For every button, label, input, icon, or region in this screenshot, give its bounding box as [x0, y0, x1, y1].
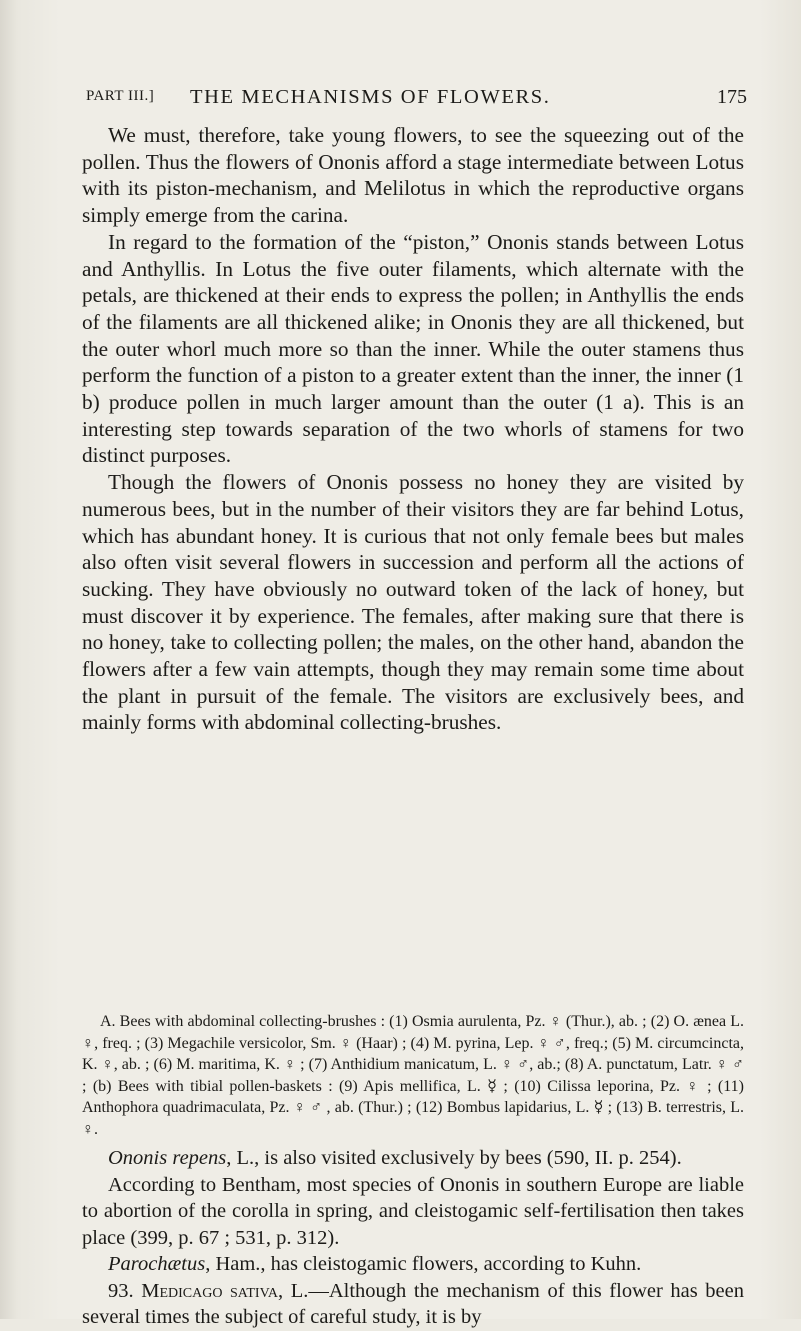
visitor-list: A. Bees with abdominal collecting-brushes : (1) Osmia aurulenta, Pz. ♀ (Thur.), ab. ; (2) O. ænea L. ♀, freq. ; (3) Megachile versicolor, Sm. ♀ (Haar) ; (4) M. pyrina, Lep. ♀ ♂, freq.; (5) M. circumcincta, K. ♀, ab. ; (6) M. maritima, K. ♀ ; (7) Anthidium manicatum, L. ♀ ♂, ab.; (8) A. punctatum, Latr. ♀ ♂ ; (b) Bees with tibial pollen-baskets : (9) Apis mellifica, L. ☿ ; (10) Cilissa leporina, Pz. ♀ ; (11) Anthophora quadrimaculata, Pz. ♀ ♂ , ab. (Thur.) ; (12) Bombus lapidarius, L. ☿ ; (13) B. terrestris, L. ♀.	[82, 1013, 744, 1138]
main-text	[82, 122, 744, 736]
species-name: Ononis repens	[108, 1147, 227, 1169]
section-number: 93.	[108, 1279, 134, 1302]
paragraph-text: , L.—Although the mechanism of this flower has been several times the subject of careful study, it is by	[82, 1279, 744, 1328]
closing-text	[82, 1145, 744, 1331]
paragraph-medicago	[82, 1278, 744, 1331]
paragraph-text: , Ham., has cleistogamic flowers, according to Kuhn.	[205, 1253, 642, 1275]
paragraph-visitors: Though the flowers of Ononis possess no honey they are visited by numerous bees, but in the number of their visitors they are far behind Lotus, which has abundant honey. It is curious that not only female bees but males also often visit several flowers in succession and perform all the actions of sucking. They have obviously no outward token of the lack of honey, but must discover it by experience. The females, after making sure that there is no honey, take to collecting pollen; the males, on the other hand, abandon the flowers after a few vain attempts, though they may remain some time about the plant in pursuit of the female. The visitors are exclusively bees, and mainly forms with abdominal collecting-brushes.	[82, 470, 744, 735]
page-number: 175	[717, 86, 747, 108]
species-heading: Medicago sativa	[141, 1279, 278, 1302]
running-header	[86, 86, 751, 112]
genus-name: Parochætus	[108, 1253, 206, 1275]
paragraph-piston: In regard to the formation of the “piston,” Ononis stands between Lotus and Anthyllis. In Lotus the five outer filaments, which alternate with the petals, are thickened at their ends to express the pollen; in Anthyllis the ends of the filaments are all thickened alike; in Ononis they are all thickened, but the outer whorl much more so than the inner. While the outer stamens thus perform the function of a piston to a greater extent than the inner, the inner (1 b) produce pollen in much larger amount than the outer (1 a). This is an interesting step towards separation of the two whorls of stamens for two distinct purposes.	[82, 229, 744, 468]
running-title: THE MECHANISMS OF FLOWERS.	[190, 86, 551, 108]
paragraph-text: , L., is also visited exclusively by bees (590, II. p. 254).	[226, 1147, 682, 1169]
paragraph-young-flowers: We must, therefore, take young flowers, to see the squeezing out of the pollen. Thus the flowers of Ononis afford a stage intermediate between Lotus with its piston-mechanism, and Melilotus in which the reproductive organs simply emerge from the carina.	[82, 123, 744, 228]
paragraph-bentham: According to Bentham, most species of Ononis in southern Europe are liable to abortion of the corolla in spring, and cleistogamic self-fertilisation then takes place (399, p. 67 ; 531, p. 312).	[82, 1173, 744, 1249]
paragraph-ononis-repens	[82, 1145, 744, 1172]
visitor-list-note	[82, 1011, 744, 1140]
part-label: PART III.]	[86, 88, 155, 104]
paragraph-parochaetus	[82, 1251, 744, 1278]
